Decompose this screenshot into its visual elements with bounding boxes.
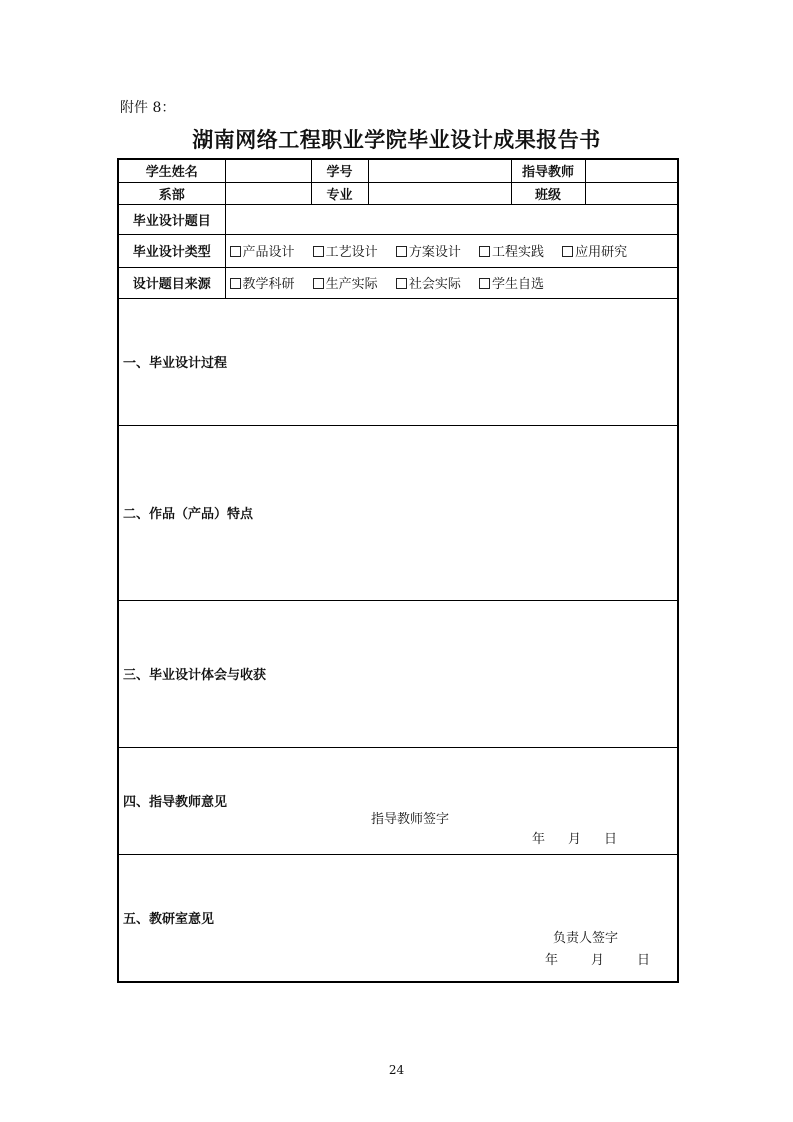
checkbox-icon [396, 246, 407, 257]
annex-label: 附件 8： [120, 100, 176, 116]
advisor-field[interactable] [585, 159, 678, 182]
type-option[interactable]: 应用研究 [562, 241, 627, 260]
student-id-label: 学号 [311, 159, 368, 182]
checkbox-icon [230, 278, 241, 289]
info-row-1 [118, 159, 678, 182]
major-field[interactable] [368, 182, 511, 204]
info-row-2 [118, 182, 678, 204]
student-name-field[interactable] [225, 159, 311, 182]
month-label: 月 [591, 952, 605, 968]
responsible-signature-label: 负责人签字 [553, 930, 619, 946]
type-row [118, 234, 678, 267]
process-section[interactable] [118, 298, 678, 425]
topic-row [118, 204, 678, 234]
office-opinion-heading: 五、教研室意见 [123, 912, 215, 928]
advisor-opinion-heading: 四、指导教师意见 [123, 795, 228, 810]
type-label: 毕业设计类型 [118, 234, 225, 267]
year-label: 年 [532, 831, 546, 847]
advisor-signature-label: 指导教师签字 [371, 811, 450, 827]
source-row [118, 267, 678, 298]
page-number: 24 [388, 1063, 405, 1077]
features-row [118, 425, 678, 600]
experience-heading: 三、毕业设计体会与收获 [123, 668, 267, 683]
type-options [225, 234, 678, 267]
type-option[interactable]: 工艺设计 [313, 241, 378, 260]
advisor-date [532, 828, 617, 847]
department-field[interactable] [225, 182, 311, 204]
department-label: 系部 [118, 182, 225, 204]
day-label: 日 [637, 952, 651, 968]
class-field[interactable] [585, 182, 678, 204]
advisor-opinion-section[interactable] [118, 747, 678, 854]
source-option[interactable]: 社会实际 [396, 273, 461, 292]
month-label: 月 [568, 831, 582, 847]
source-label: 设计题目来源 [118, 267, 225, 298]
checkbox-icon [313, 278, 324, 289]
checkbox-icon [479, 278, 490, 289]
day-label: 日 [604, 831, 618, 847]
year-label: 年 [545, 952, 559, 968]
checkbox-icon [562, 246, 573, 257]
checkbox-icon [479, 246, 490, 257]
topic-label: 毕业设计题目 [118, 204, 225, 234]
source-option[interactable]: 教学科研 [230, 273, 295, 292]
office-date [545, 949, 650, 968]
student-id-field[interactable] [368, 159, 511, 182]
advisor-opinion-row [118, 747, 678, 854]
student-name-label: 学生姓名 [118, 159, 225, 182]
experience-row [118, 600, 678, 747]
type-option[interactable]: 方案设计 [396, 241, 461, 260]
type-option[interactable]: 产品设计 [230, 241, 295, 260]
process-heading: 一、毕业设计过程 [123, 356, 228, 371]
features-heading: 二、作品（产品）特点 [123, 507, 254, 522]
checkbox-icon [230, 246, 241, 257]
report-form [117, 158, 679, 983]
features-section[interactable] [118, 425, 678, 600]
office-opinion-section[interactable] [118, 854, 678, 982]
source-options [225, 267, 678, 298]
source-option[interactable]: 学生自选 [479, 273, 544, 292]
class-label: 班级 [511, 182, 585, 204]
source-option[interactable]: 生产实际 [313, 273, 378, 292]
process-row [118, 298, 678, 425]
checkbox-icon [313, 246, 324, 257]
topic-field[interactable] [225, 204, 678, 234]
type-option[interactable]: 工程实践 [479, 241, 544, 260]
office-opinion-row [118, 854, 678, 982]
major-label: 专业 [311, 182, 368, 204]
checkbox-icon [396, 278, 407, 289]
advisor-label: 指导教师 [511, 159, 585, 182]
experience-section[interactable] [118, 600, 678, 747]
document-title: 湖南网络工程职业学院毕业设计成果报告书 [192, 128, 601, 152]
